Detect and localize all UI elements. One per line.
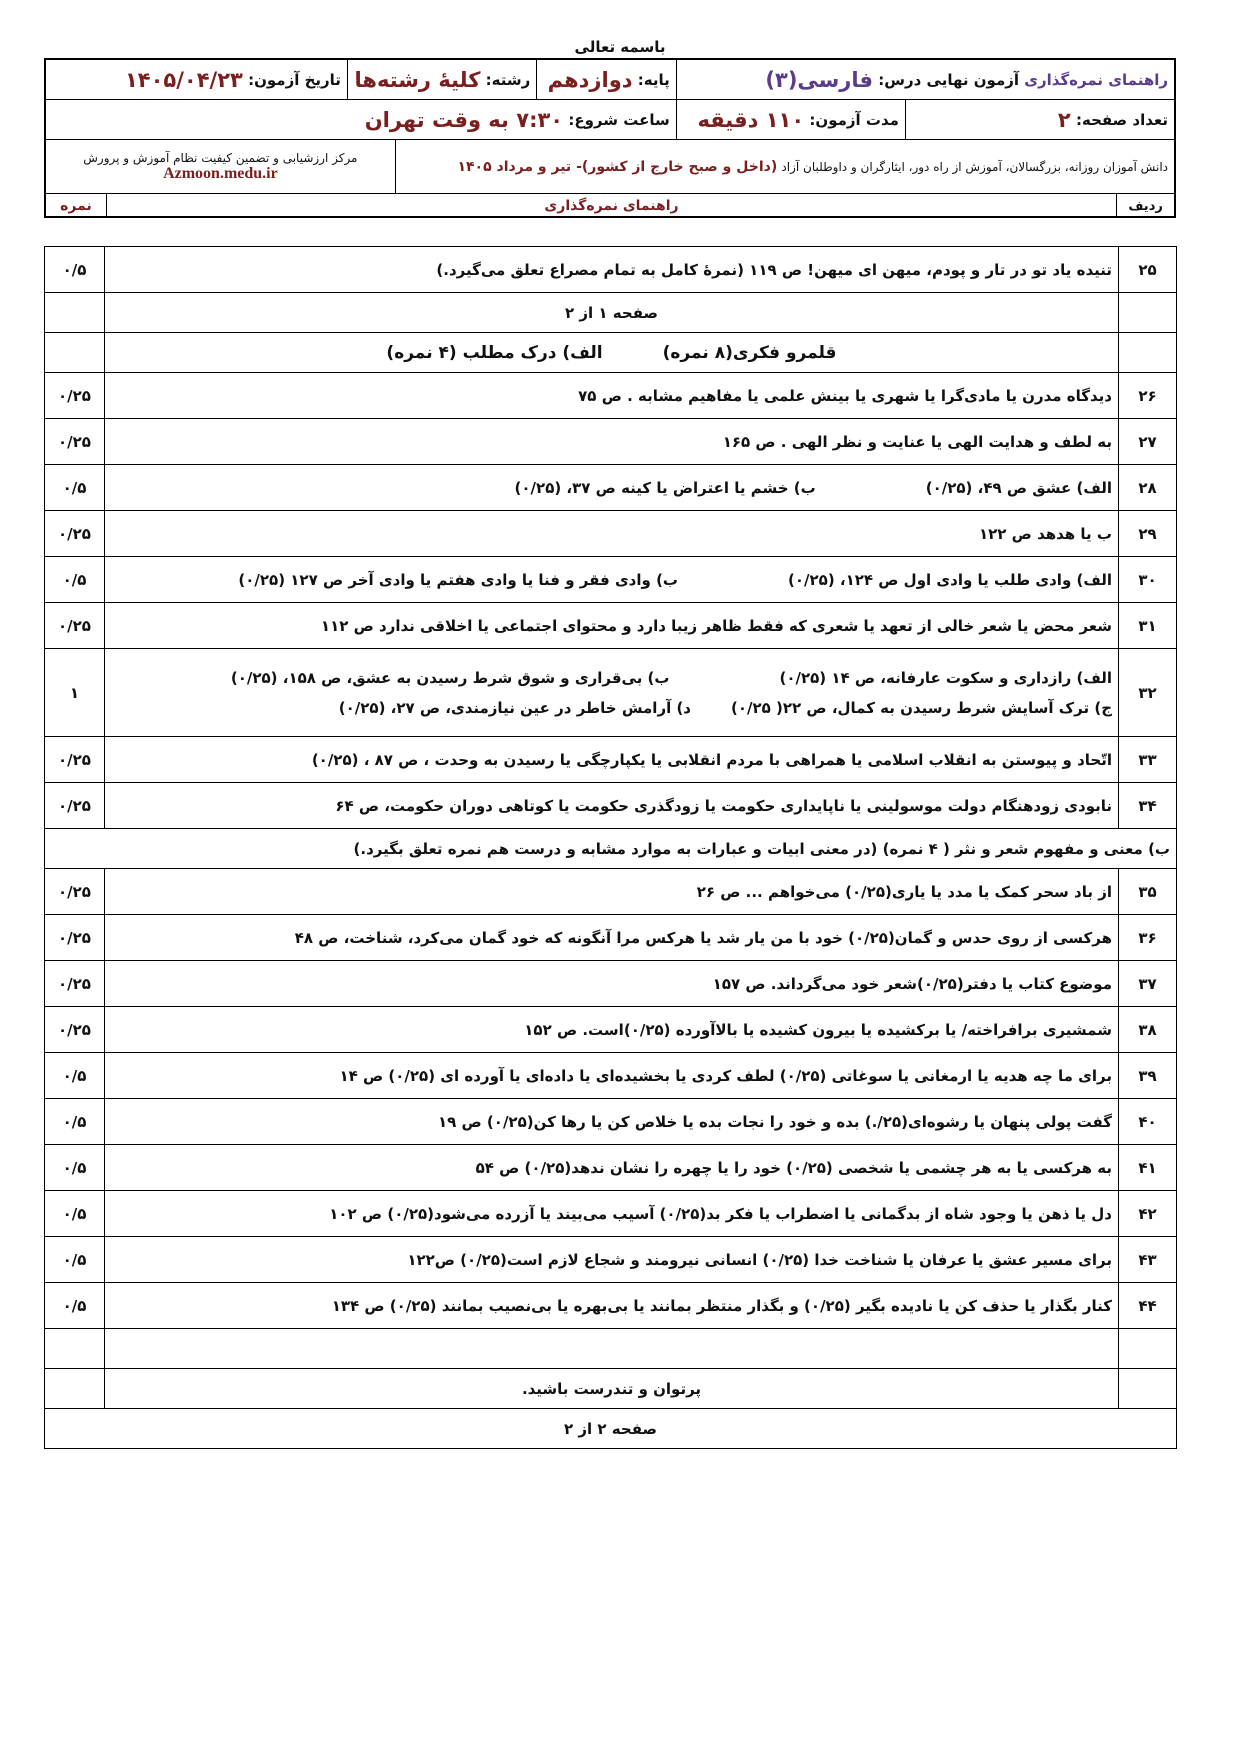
question-number: ۳۴: [1119, 783, 1177, 829]
score-value: ۰/۵: [45, 1099, 105, 1145]
col-score-header: نمره: [60, 198, 92, 214]
answer-text: نابودی زودهنگام دولت موسولینی یا ناپایداری حکومت یا زودگذری حکومت یا کوتاهی دوران حکومت، ص ۶۴: [105, 783, 1119, 829]
answer-text: دل یا ذهن یا وجود شاه از بدگمانی یا اضطراب یا فکر بد(۰/۲۵) آسیب می‌بیند یا آزرده می‌شود(۰/۲۵) ص ۱۰۲: [105, 1191, 1119, 1237]
header-row-1: [46, 60, 1174, 100]
answer-text: ب یا هدهد ص ۱۲۲: [105, 511, 1119, 557]
course-cell: [676, 60, 1174, 99]
pages-label: تعداد صفحه:: [1075, 110, 1168, 129]
start-value: ۷:۳۰ به وقت تهران: [364, 107, 564, 132]
question-number: ۲۶: [1119, 373, 1177, 419]
table-row: [45, 783, 1177, 829]
table-row: [45, 465, 1177, 511]
answer-part-b: ب) وادی فقر و فنا یا وادی هفتم یا وادی آخر ص ۱۲۷ (۰/۲۵): [238, 570, 678, 589]
empty-cell: [1119, 1329, 1177, 1369]
header-row-3: [46, 140, 1174, 194]
closing-message: پرتوان و تندرست باشید.: [105, 1369, 1119, 1409]
answer-part-b: ب) بی‌قراری و شوق شرط رسیدن به عشق، ص ۱۵۸، (۰/۲۵): [230, 668, 670, 687]
answer-text: [105, 649, 1119, 737]
score-value: ۰/۲۵: [45, 419, 105, 465]
empty-cell: [45, 1369, 105, 1409]
question-number: ۲۵: [1119, 247, 1177, 293]
page-number: صفحه ۲ از ۲: [45, 1409, 1177, 1449]
page-heading: باسمه تعالی: [574, 38, 666, 56]
field-value: کلیهٔ رشته‌ها: [354, 67, 481, 92]
table-row: [45, 1145, 1177, 1191]
header-row-2: [46, 100, 1174, 140]
answer-text: کنار بگذار یا حذف کن یا نادیده بگیر (۰/۲۵) و بگذار منتظر بمانند یا بی‌بهره یا بی‌نصیب بمانند (۰/۲۵) ص ۱۳۴: [105, 1283, 1119, 1329]
start-cell: [46, 100, 676, 139]
empty-cell: [45, 1329, 105, 1369]
empty-cell: [105, 1329, 1119, 1369]
question-number: ۳۲: [1119, 649, 1177, 737]
page-number: صفحه ۱ از ۲: [105, 293, 1119, 333]
answer-text: به لطف و هدایت الهی یا عنایت و نظر الهی . ص ۱۶۵: [105, 419, 1119, 465]
answer-text: گفت پولی پنهان یا رشوه‌ای(۲۵/.) بده و خود را نجات بده یا خلاص کن یا رها کن(۰/۲۵) ص ۱۹: [105, 1099, 1119, 1145]
table-row: [45, 419, 1177, 465]
center-cell: [46, 140, 395, 193]
table-row: [45, 511, 1177, 557]
table-row: [45, 1369, 1177, 1409]
date-value: ۱۴۰۵/۰۴/۲۳: [124, 67, 243, 92]
table-row: [45, 1329, 1177, 1369]
section-heading: [105, 333, 1119, 373]
answer-text: شعر محض یا شعر خالی از تعهد یا شعری که فقط ظاهر زیبا دارد و محتوای اجتماعی یا اخلاقی ندارد ص ۱۱۲: [105, 603, 1119, 649]
score-value: ۰/۲۵: [45, 783, 105, 829]
answer-part-a: الف) رازداری و سکوت عارفانه، ص ۱۴ (۰/۲۵): [779, 668, 1112, 687]
date-label: تاریخ آزمون:: [248, 70, 341, 89]
website-link[interactable]: Azmoon.medu.ir: [163, 164, 278, 182]
answer-text: موضوع کتاب یا دفتر(۰/۲۵)شعر خود می‌گرداند. ص ۱۵۷: [105, 961, 1119, 1007]
table-row: [45, 829, 1177, 869]
question-number: ۳۸: [1119, 1007, 1177, 1053]
table-row: [45, 737, 1177, 783]
table-row: [45, 1237, 1177, 1283]
table-row: [45, 333, 1177, 373]
section-title: قلمرو فکری(۸ نمره): [662, 342, 837, 363]
grade-cell: [536, 60, 676, 99]
answer-text: به هرکسی یا به هر چشمی یا شخصی (۰/۲۵) خود را یا چهره را نشان ندهد(۰/۲۵) ص ۵۴: [105, 1145, 1119, 1191]
section-heading: ب) معنی و مفهوم شعر و نثر ( ۴ نمره) (در معنی ابیات و عبارات به موارد مشابه و درست هم نمره تعلق بگیرد.): [45, 829, 1177, 869]
score-value: ۰/۵: [45, 465, 105, 511]
answer-table: [44, 246, 1177, 1449]
pages-cell: [905, 100, 1174, 139]
answer-text: برای مسیر عشق یا عرفان یا شناخت خدا (۰/۲۵) انسانی نیرومند و شجاع لازم است(۰/۲۵) ص۱۲۲: [105, 1237, 1119, 1283]
question-number: ۴۴: [1119, 1283, 1177, 1329]
col-guide-header: راهنمای نمره‌گذاری: [106, 194, 1116, 218]
answer-part-d: د) آرامش خاطر در عین نیازمندی، ص ۲۷، (۰/۲۵): [338, 698, 691, 717]
empty-cell: [45, 333, 105, 373]
score-value: ۰/۲۵: [45, 603, 105, 649]
answer-text: هرکسی از روی حدس و گمان(۰/۲۵) خود با من یار شد یا هرکس مرا آنگونه که خود گمان می‌کرد، شناخت، ص ۴۸: [105, 915, 1119, 961]
audience-cell: [395, 140, 1174, 193]
table-row: [45, 373, 1177, 419]
question-number: ۴۱: [1119, 1145, 1177, 1191]
audience-text: دانش آموزان روزانه، بزرگسالان، آموزش از راه دور، ایثارگران و داوطلبان آزاد: [781, 159, 1168, 174]
answer-part-a: الف) وادی طلب یا وادی اول ص ۱۲۴، (۰/۲۵): [788, 570, 1112, 589]
audience-highlight: (داخل و صبح خارج از کشور)- تیر و مرداد ۱۴۰۵: [457, 158, 778, 175]
field-cell: [347, 60, 536, 99]
center-name: مرکز ارزشیابی و تضمین کیفیت نظام آموزش و پرورش: [83, 150, 358, 165]
table-row: [45, 557, 1177, 603]
answer-text: شمشیری برافراخته/ یا برکشیده یا بیرون کشیده یا بالاآورده (۰/۲۵)است. ص ۱۵۲: [105, 1007, 1119, 1053]
exam-header: [44, 58, 1176, 218]
question-number: ۳۱: [1119, 603, 1177, 649]
table-row: [45, 1099, 1177, 1145]
start-label: ساعت شروع:: [568, 110, 670, 129]
empty-cell: [1119, 1369, 1177, 1409]
table-row: [45, 915, 1177, 961]
score-value: ۰/۲۵: [45, 915, 105, 961]
empty-cell: [45, 293, 105, 333]
answer-text: اتّحاد و پیوستن به انقلاب اسلامی یا همراهی با مردم انقلابی یا یکپارچگی یا رسیدن به وحدت ، ص ۸۷ ، (۰/۲۵): [105, 737, 1119, 783]
score-value: ۱: [45, 649, 105, 737]
guide-title: راهنمای نمره‌گذاری: [1024, 70, 1168, 89]
table-row: [45, 869, 1177, 915]
question-number: ۴۰: [1119, 1099, 1177, 1145]
score-value: ۰/۵: [45, 1145, 105, 1191]
answer-part-a: الف) عشق ص ۴۹، (۰/۲۵): [925, 478, 1112, 497]
table-row: [45, 649, 1177, 737]
exam-label: آزمون نهایی درس:: [878, 70, 1020, 89]
question-number: ۲۷: [1119, 419, 1177, 465]
duration-label: مدت آزمون:: [809, 110, 899, 129]
grade-label: پایه:: [637, 70, 670, 89]
empty-cell: [1119, 333, 1177, 373]
score-value: ۰/۲۵: [45, 1007, 105, 1053]
question-number: ۳۳: [1119, 737, 1177, 783]
question-number: ۳۰: [1119, 557, 1177, 603]
col-row-header: ردیف: [1116, 194, 1174, 218]
table-row: [45, 293, 1177, 333]
answer-text: برای ما چه هدیه یا ارمغانی یا سوغاتی (۰/۲۵) لطف کردی یا بخشیده‌ای یا داده‌ای یا آورده ای (۰/۲۵) ص ۱۴: [105, 1053, 1119, 1099]
grade-value: دوازدهم: [547, 67, 633, 92]
answer-text: [105, 557, 1119, 603]
score-value: ۰/۲۵: [45, 373, 105, 419]
table-row: [45, 961, 1177, 1007]
question-number: ۴۲: [1119, 1191, 1177, 1237]
score-value: ۰/۵: [45, 1237, 105, 1283]
table-row: [45, 603, 1177, 649]
table-row: [45, 1053, 1177, 1099]
duration-value: ۱۱۰ دقیقه: [697, 107, 805, 132]
score-value: ۰/۵: [45, 557, 105, 603]
score-value: ۰/۵: [45, 1283, 105, 1329]
question-number: ۲۹: [1119, 511, 1177, 557]
answer-text: [105, 465, 1119, 511]
score-value: ۰/۵: [45, 1191, 105, 1237]
question-number: ۳۶: [1119, 915, 1177, 961]
answer-text: از باد سحر کمک یا مدد یا یاری(۰/۲۵) می‌خواهم ... ص ۲۶: [105, 869, 1119, 915]
subsection-title: الف) درک مطلب (۴ نمره): [386, 342, 603, 363]
table-row: [45, 1409, 1177, 1449]
duration-cell: [676, 100, 905, 139]
score-value: ۰/۲۵: [45, 737, 105, 783]
field-label: رشته:: [485, 70, 531, 89]
question-number: ۴۳: [1119, 1237, 1177, 1283]
answer-text: تنیده یاد تو در تار و پودم، میهن ای میهن! ص ۱۱۹ (نمرهٔ کامل به تمام مصراع تعلق می‌گیرد.): [105, 247, 1119, 293]
pages-value: ۲: [1057, 107, 1071, 132]
answer-text: دیدگاه مدرن یا مادی‌گرا یا شهری یا بینش علمی یا مفاهیم مشابه . ص ۷۵: [105, 373, 1119, 419]
score-value: ۰/۲۵: [45, 961, 105, 1007]
table-row: [45, 1191, 1177, 1237]
question-number: ۳۷: [1119, 961, 1177, 1007]
answer-part-c: ج) ترک آسایش شرط رسیدن به کمال، ص ۲۲( ۰/۲۵): [731, 698, 1112, 717]
score-value: ۰/۵: [45, 247, 105, 293]
question-number: ۲۸: [1119, 465, 1177, 511]
score-value: ۰/۵: [45, 1053, 105, 1099]
course-name: فارسی(۳): [765, 67, 874, 92]
table-row: [45, 1283, 1177, 1329]
empty-cell: [1119, 293, 1177, 333]
score-value: ۰/۲۵: [45, 869, 105, 915]
table-row: [45, 247, 1177, 293]
header-row-4: [46, 194, 1174, 218]
answer-part-b: ب) خشم یا اعتراض یا کینه ص ۳۷، (۰/۲۵): [514, 478, 816, 497]
score-value: ۰/۲۵: [45, 511, 105, 557]
date-cell: [46, 60, 347, 99]
question-number: ۳۵: [1119, 869, 1177, 915]
table-row: [45, 1007, 1177, 1053]
question-number: ۳۹: [1119, 1053, 1177, 1099]
